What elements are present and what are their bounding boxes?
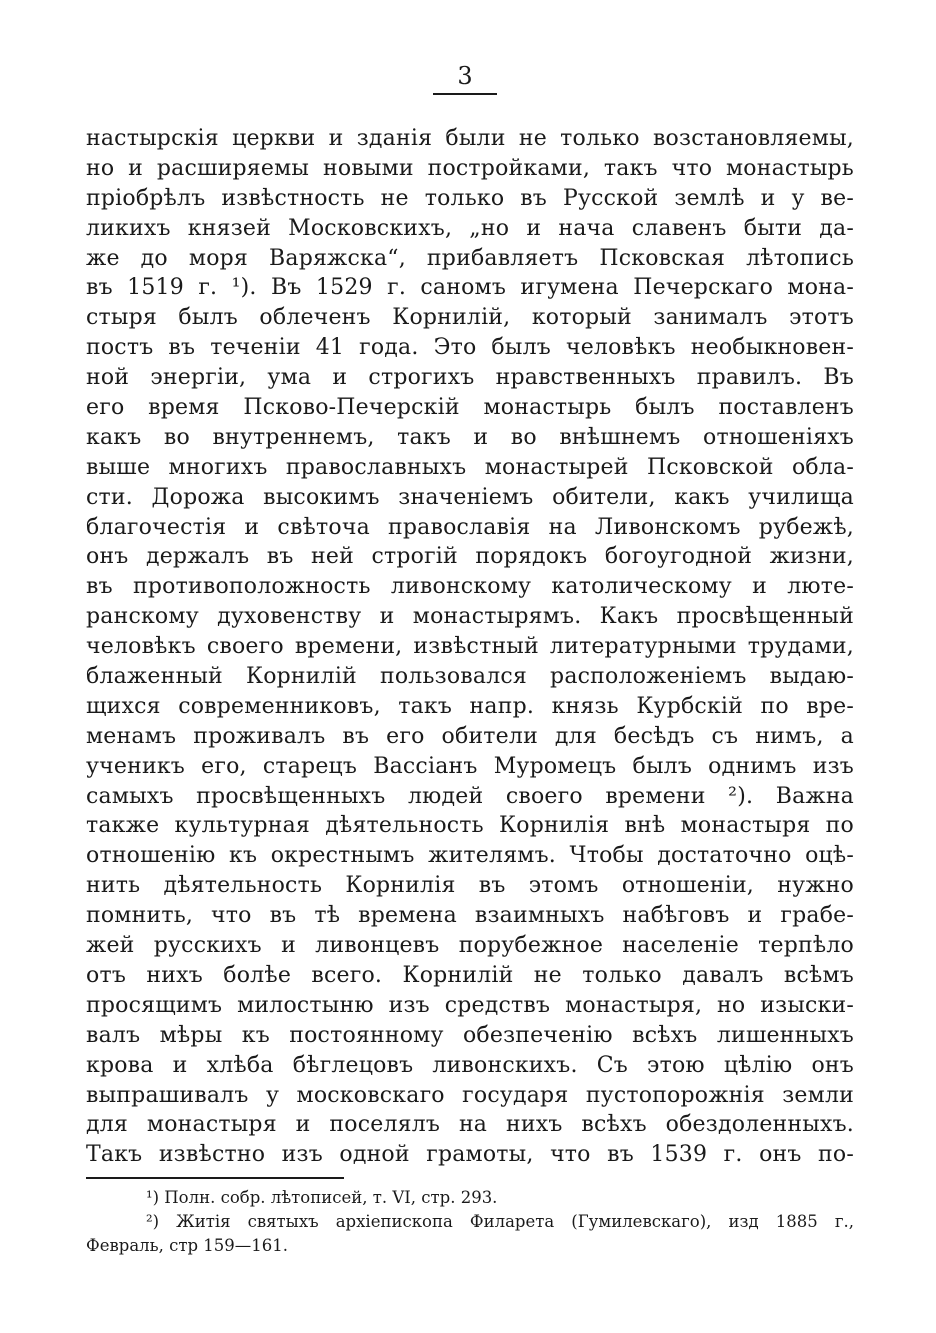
text-line: также культурная дѣятельность Корнилія внѣ монастыря по [86, 813, 854, 839]
main-text [86, 124, 854, 1170]
text-line: онъ держалъ въ ней строгій порядокъ богоугодной жизни, [86, 544, 854, 570]
text-line: самыхъ просвѣщенныхъ людей своего времени ²). Важна [86, 783, 854, 809]
text-line: валъ мѣры къ постоянному обезпеченію всѣхъ лишенныхъ [86, 1022, 854, 1048]
footnote-2: ²) Житія святыхъ архіепископа Филарета (Гумилевскаго), изд 1885 г., [146, 1212, 854, 1231]
text-line: жей русскихъ и ливонцевъ порубежное населеніе терпѣло [86, 933, 854, 959]
text-line: сти. Дорожа высокимъ значеніемъ обители, какъ училища [86, 484, 854, 510]
text-line: стыря былъ облеченъ Корнилій, который занималъ этотъ [86, 305, 854, 331]
text-line: для монастыря и поселялъ на нихъ всѣхъ обездоленныхъ. [86, 1112, 854, 1138]
text-line: въ 1519 г. ¹). Въ 1529 г. саномъ игумена Печерскаго мона- [86, 275, 854, 301]
text-line: отъ нихъ болѣе всего. Корнилій не только давалъ всѣмъ [86, 962, 854, 988]
page-number: 3 [457, 62, 473, 90]
text-line: выше многихъ православныхъ монастырей Псковской обла- [86, 454, 854, 480]
text-line: нить дѣятельность Корнилія въ этомъ отношеніи, нужно [86, 873, 854, 899]
text-line: Такъ извѣстно изъ одной грамоты, что въ 1539 г. онъ по- [86, 1142, 854, 1168]
page-number-rule [433, 93, 497, 95]
text-line: но и расширяемы новыми постройками, такъ что монастырь [86, 155, 854, 181]
text-line: менамъ проживалъ въ его обители для бесѣдъ съ нимъ, а [86, 723, 854, 749]
text-line: какъ во внутреннемъ, такъ и во внѣшнемъ отношеніяхъ [86, 424, 854, 450]
text-line: пріобрѣлъ извѣстность не только въ Русской землѣ и у ве- [86, 185, 854, 211]
text-line: отношенію къ окрестнымъ жителямъ. Чтобы достаточно оцѣ- [86, 843, 854, 869]
text-line: помнить, что въ тѣ времена взаимныхъ набѣговъ и грабе- [86, 903, 854, 929]
text-line: просящимъ милостыню изъ средствъ монастыря, но изыски- [86, 992, 854, 1018]
footnote-2-continuation: Февраль, стр 159—161. [86, 1236, 289, 1255]
text-line: въ противоположность ливонскому католическому и люте- [86, 574, 854, 600]
footnote-divider [86, 1177, 344, 1179]
text-line: благочестія и свѣточа православія на Ливонскомъ рубежѣ, [86, 514, 854, 540]
page-header [430, 62, 500, 95]
text-line: человѣкъ своего времени, извѣстный литературными трудами, [86, 634, 854, 660]
footnote-1: ¹) Полн. собр. лѣтописей, т. VI, стр. 293. [146, 1188, 498, 1207]
text-line: выпрашивалъ у московскаго государя пустопорожнія земли [86, 1082, 854, 1108]
text-line: же до моря Варяжска“, прибавляетъ Псковская лѣтопись [86, 245, 854, 271]
text-line: крова и хлѣба бѣглецовъ ливонскихъ. Съ этою цѣлію онъ [86, 1052, 854, 1078]
text-line: блаженный Корнилій пользовался расположеніемъ выдаю- [86, 664, 854, 690]
text-line: ранскому духовенству и монастырямъ. Какъ просвѣщенный [86, 604, 854, 630]
text-line: щихся современниковъ, такъ напр. князь Курбскій по вре- [86, 693, 854, 719]
text-line: ликихъ князей Московскихъ, „но и нача славенъ быти да- [86, 215, 854, 241]
text-line: ученикъ его, старецъ Вассіанъ Муромецъ былъ однимъ изъ [86, 753, 854, 779]
footnotes [86, 1186, 854, 1258]
text-line: настырскія церкви и зданія были не только возстановляемы, [86, 126, 854, 151]
text-line: его время Псково-Печерскій монастырь былъ поставленъ [86, 395, 854, 421]
text-line: ной энергіи, ума и строгихъ нравственныхъ правилъ. Въ [86, 365, 854, 391]
text-line: постъ въ теченіи 41 года. Это былъ человѣкъ необыкновен- [86, 335, 854, 361]
